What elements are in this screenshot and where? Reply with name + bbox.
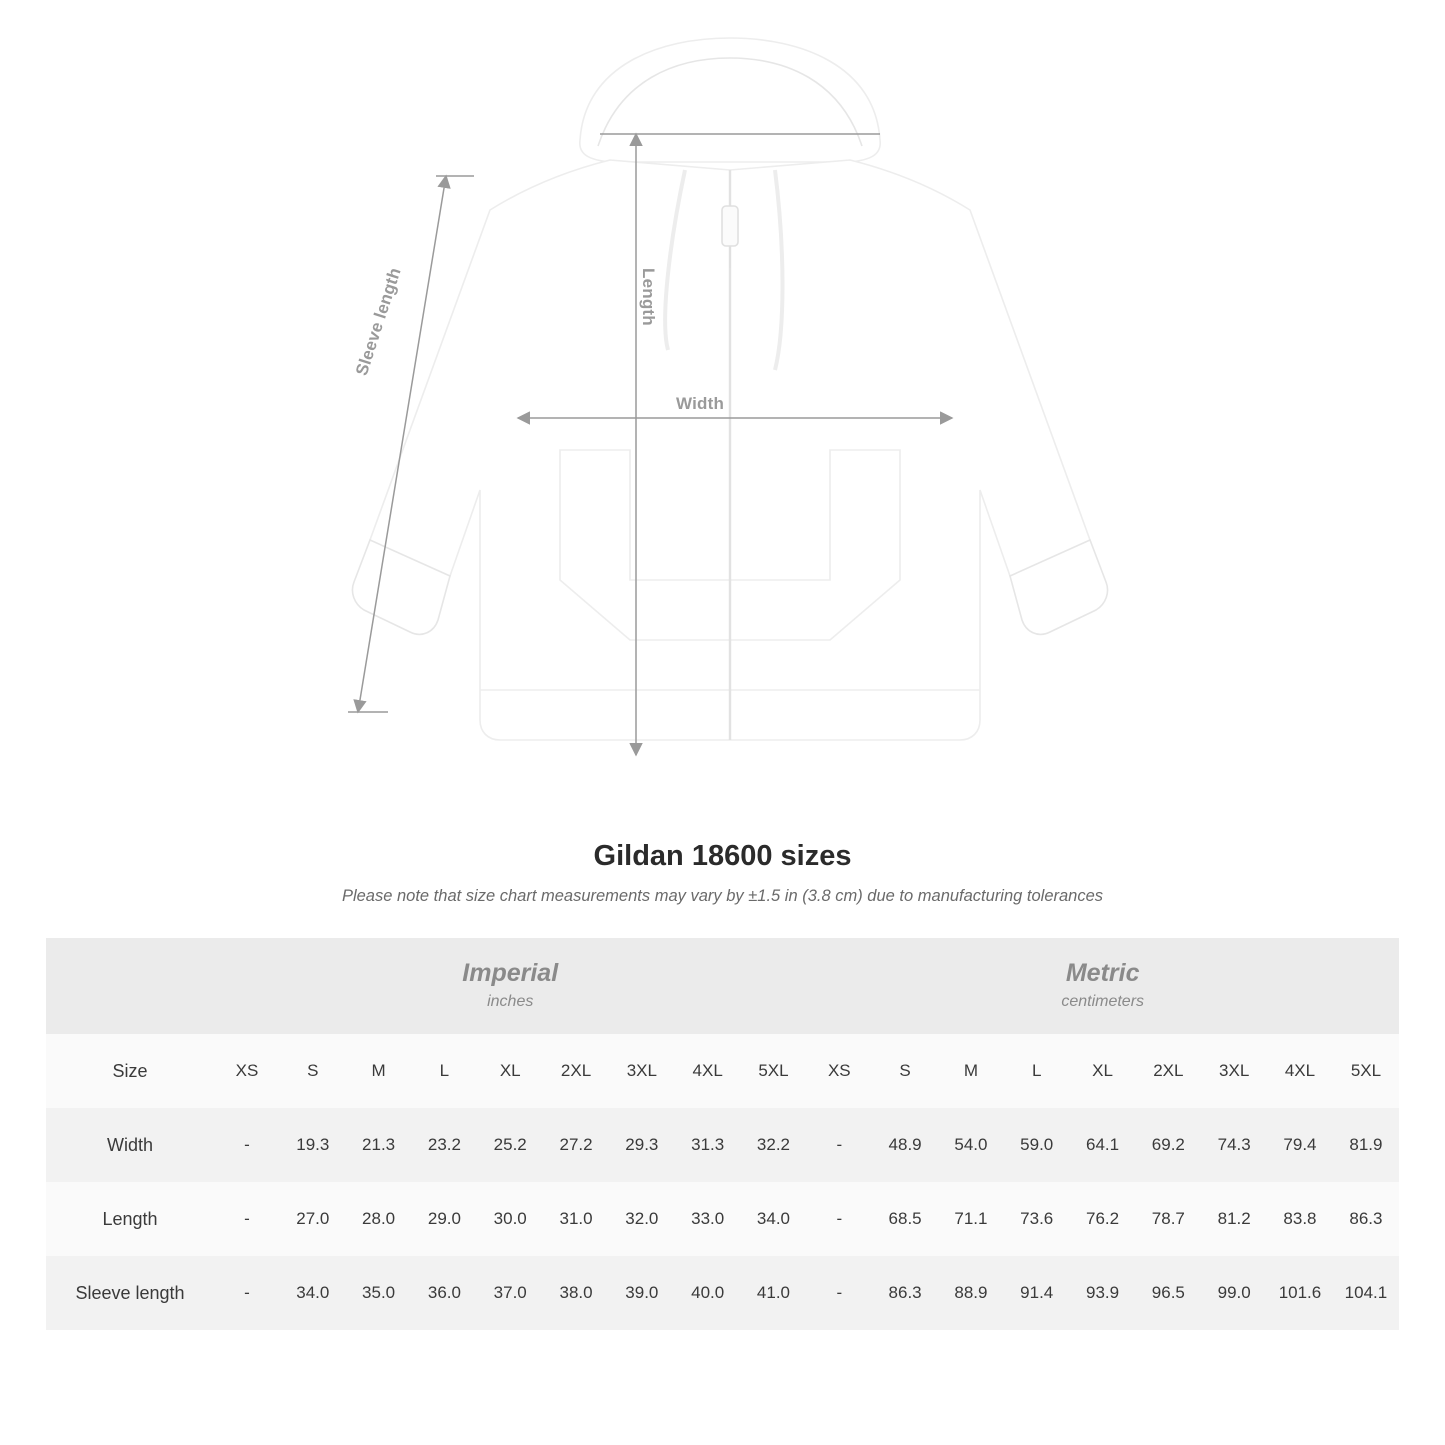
cell-length-imperial-xl: 30.0 — [477, 1182, 543, 1256]
cell-sleeve-imperial-l: 36.0 — [412, 1256, 478, 1330]
cell-sleeve-metric-l: 91.4 — [1004, 1256, 1070, 1330]
size-header-metric-2xl: 2XL — [1135, 1034, 1201, 1108]
tolerance-note: Please note that size chart measurements may vary by ±1.5 in (3.8 cm) due to manufacturing tolerances — [341, 887, 1104, 905]
cell-sleeve-imperial-4xl: 40.0 — [675, 1256, 741, 1330]
cell-length-metric-5xl: 86.3 — [1333, 1182, 1399, 1256]
unit-group-metric — [806, 938, 1399, 1034]
size-header-imperial-5xl: 5XL — [741, 1034, 807, 1108]
cell-length-imperial-s: 27.0 — [280, 1182, 346, 1256]
size-header-imperial-xl: XL — [477, 1034, 543, 1108]
table-row — [46, 1108, 1399, 1182]
unit-group-metric-sub: centimeters — [1061, 992, 1145, 1010]
cell-length-metric-l: 73.6 — [1004, 1182, 1070, 1256]
cell-sleeve-metric-3xl: 99.0 — [1201, 1256, 1267, 1330]
row-label-width: Width — [46, 1108, 214, 1182]
cell-width-metric-s: 48.9 — [872, 1108, 938, 1182]
cell-length-metric-4xl: 83.8 — [1267, 1182, 1333, 1256]
cell-sleeve-imperial-xl: 37.0 — [477, 1256, 543, 1330]
size-header-metric-3xl: 3XL — [1201, 1034, 1267, 1108]
unit-header-row — [46, 938, 1399, 1034]
unit-header-spacer — [46, 938, 214, 1034]
size-header-metric-4xl: 4XL — [1267, 1034, 1333, 1108]
cell-width-metric-2xl: 69.2 — [1135, 1108, 1201, 1182]
title-block — [0, 840, 1445, 906]
size-header-imperial-4xl: 4XL — [675, 1034, 741, 1108]
cell-sleeve-metric-xs: - — [806, 1256, 872, 1330]
cell-length-metric-m: 71.1 — [938, 1182, 1004, 1256]
size-header-imperial-s: S — [280, 1034, 346, 1108]
cell-sleeve-imperial-5xl: 41.0 — [741, 1256, 807, 1330]
size-header-metric-m: M — [938, 1034, 1004, 1108]
cell-width-metric-l: 59.0 — [1004, 1108, 1070, 1182]
cell-sleeve-metric-2xl: 96.5 — [1135, 1256, 1201, 1330]
cell-width-metric-m: 54.0 — [938, 1108, 1004, 1182]
cell-length-imperial-l: 29.0 — [412, 1182, 478, 1256]
cell-width-metric-5xl: 81.9 — [1333, 1108, 1399, 1182]
cell-length-imperial-5xl: 34.0 — [741, 1182, 807, 1256]
size-header-label: Size — [46, 1034, 214, 1108]
size-header-metric-s: S — [872, 1034, 938, 1108]
size-header-imperial-3xl: 3XL — [609, 1034, 675, 1108]
cell-length-imperial-2xl: 31.0 — [543, 1182, 609, 1256]
cell-sleeve-imperial-m: 35.0 — [346, 1256, 412, 1330]
size-header-imperial-l: L — [412, 1034, 478, 1108]
size-table-wrapper — [46, 938, 1399, 1330]
cell-width-imperial-xl: 25.2 — [477, 1108, 543, 1182]
cell-length-imperial-3xl: 32.0 — [609, 1182, 675, 1256]
size-header-imperial-2xl: 2XL — [543, 1034, 609, 1108]
label-length: Length — [639, 268, 658, 326]
cell-length-metric-2xl: 78.7 — [1135, 1182, 1201, 1256]
cell-length-metric-s: 68.5 — [872, 1182, 938, 1256]
unit-group-metric-name: Metric — [1065, 958, 1140, 987]
size-header-metric-xl: XL — [1070, 1034, 1136, 1108]
cell-sleeve-imperial-3xl: 39.0 — [609, 1256, 675, 1330]
cell-width-imperial-l: 23.2 — [412, 1108, 478, 1182]
size-header-metric-l: L — [1004, 1034, 1070, 1108]
cell-sleeve-metric-s: 86.3 — [872, 1256, 938, 1330]
cell-width-imperial-3xl: 29.3 — [609, 1108, 675, 1182]
cell-width-metric-3xl: 74.3 — [1201, 1108, 1267, 1182]
size-table — [46, 938, 1399, 1330]
size-header-imperial-m: M — [346, 1034, 412, 1108]
table-row — [46, 1182, 1399, 1256]
cell-length-imperial-xs: - — [214, 1182, 280, 1256]
unit-group-imperial-sub: inches — [487, 992, 534, 1010]
label-sleeve-length: Sleeve length — [352, 265, 405, 378]
cell-width-imperial-m: 21.3 — [346, 1108, 412, 1182]
cell-width-imperial-5xl: 32.2 — [741, 1108, 807, 1182]
label-width: Width — [676, 394, 725, 413]
size-header-row — [46, 1034, 1399, 1108]
cell-length-metric-3xl: 81.2 — [1201, 1182, 1267, 1256]
cell-width-imperial-xs: - — [214, 1108, 280, 1182]
cell-width-metric-xl: 64.1 — [1070, 1108, 1136, 1182]
page-title: Gildan 18600 sizes — [593, 840, 852, 872]
unit-group-imperial — [214, 938, 806, 1034]
cell-sleeve-metric-4xl: 101.6 — [1267, 1256, 1333, 1330]
cell-sleeve-imperial-2xl: 38.0 — [543, 1256, 609, 1330]
cell-width-imperial-s: 19.3 — [280, 1108, 346, 1182]
cell-length-imperial-m: 28.0 — [346, 1182, 412, 1256]
size-header-imperial-xs: XS — [214, 1034, 280, 1108]
size-header-metric-xs: XS — [806, 1034, 872, 1108]
cell-sleeve-metric-xl: 93.9 — [1070, 1256, 1136, 1330]
table-row — [46, 1256, 1399, 1330]
cell-length-metric-xl: 76.2 — [1070, 1182, 1136, 1256]
unit-group-imperial-name: Imperial — [462, 958, 559, 987]
cell-width-metric-xs: - — [806, 1108, 872, 1182]
cell-width-imperial-4xl: 31.3 — [675, 1108, 741, 1182]
cell-sleeve-metric-m: 88.9 — [938, 1256, 1004, 1330]
cell-length-imperial-4xl: 33.0 — [675, 1182, 741, 1256]
cell-width-imperial-2xl: 27.2 — [543, 1108, 609, 1182]
row-label-sleeve-length: Sleeve length — [46, 1256, 214, 1330]
cell-length-metric-xs: - — [806, 1182, 872, 1256]
cell-width-metric-4xl: 79.4 — [1267, 1108, 1333, 1182]
cell-sleeve-imperial-s: 34.0 — [280, 1256, 346, 1330]
cell-sleeve-imperial-xs: - — [214, 1256, 280, 1330]
size-header-metric-5xl: 5XL — [1333, 1034, 1399, 1108]
row-label-length: Length — [46, 1182, 214, 1256]
cell-sleeve-metric-5xl: 104.1 — [1333, 1256, 1399, 1330]
